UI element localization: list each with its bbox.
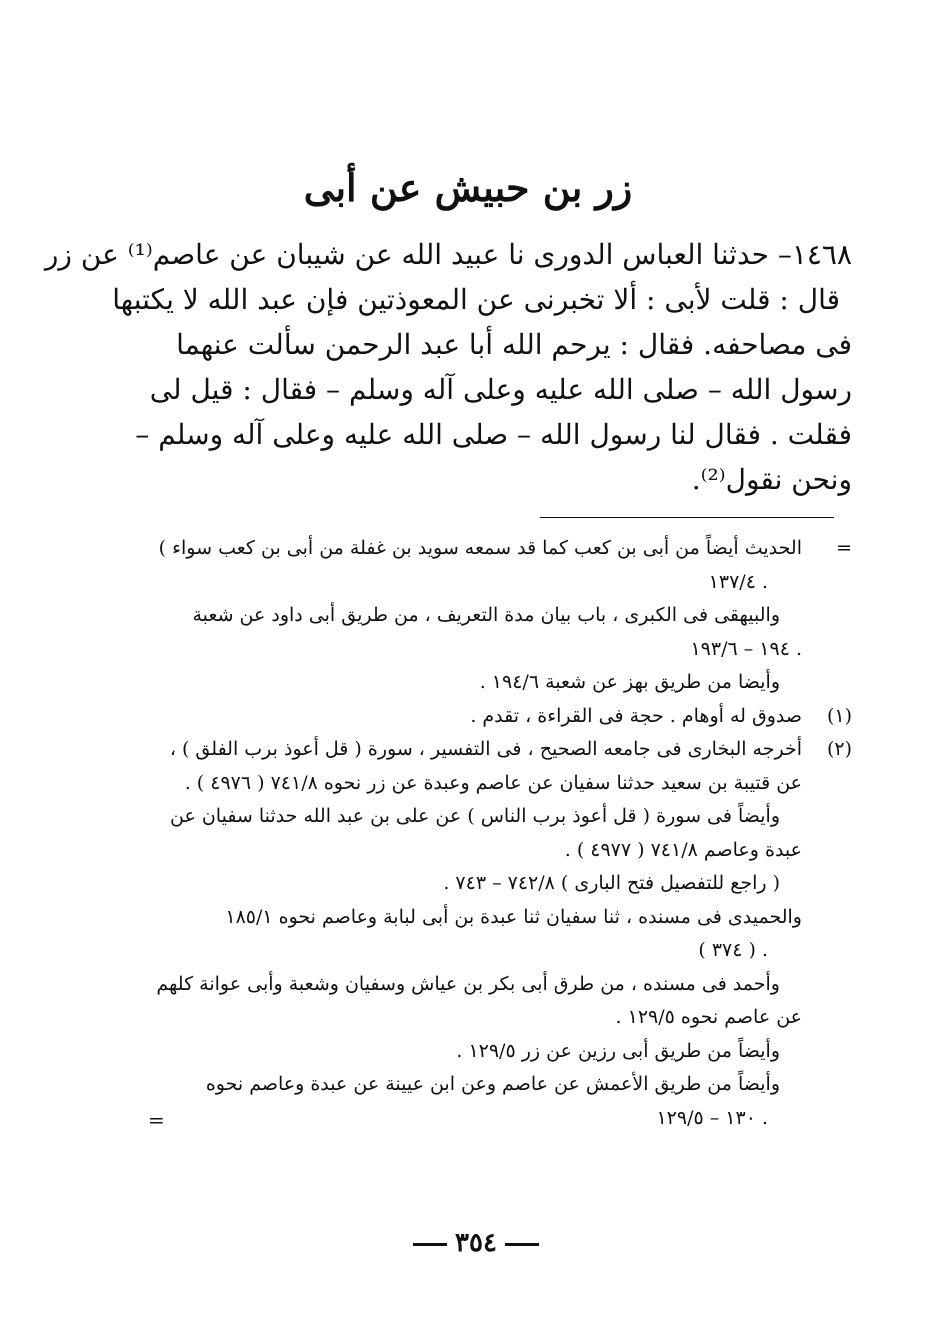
footnote-line: عن عاصم نحوه ١٢٩/٥ . [615,1006,802,1028]
main-text [44,232,852,502]
footnotes [140,532,852,1135]
footnote-continuation [140,532,852,700]
page-number: ٣٥٤ [455,1228,497,1258]
footnote-line: والبيهقى فى الكبرى ، باب بيان مدة التعريف ، من طريق أبى داود عن شعبة [192,604,780,626]
page-title: زر بن حبيش عن أبى [303,165,633,210]
footnote-line: وأيضاً من طريق الأعمش عن عاصم وعن ابن عيينة عن عبدة وعاصم نحوه [205,1073,780,1095]
footnote-line: ( راجع للتفصيل فتح البارى ) ٧٤٢/٨ – ٧٤٣ . [443,872,780,894]
footnote-line: والحميدى فى مسنده ، ثنا سفيان ثنا عبدة بن أبى لبابة وعاصم نحوه ١٨٥/١ [225,905,802,928]
main-line: فقلت . فقال لنا رسول الله – صلى الله عليه وعلى آله وسلم – [135,418,852,451]
footnote-line: وأيضا من طريق بهز عن شعبة ١٩٤/٦ . [479,671,780,693]
main-line: فى مصاحفه. فقال : يرحم الله أبا عبد الرحمن سألت عنهما [176,328,852,361]
footnote-line: صدوق له أوهام . حجة فى القراءة ، تقدم . [470,704,802,727]
footnote-line: الحديث أيضاً من أبى بن كعب كما قد سمعه سويد بن غفلة من أبى بن كعب سواء ) [158,537,802,559]
page-number-dash [413,1243,447,1246]
footnote-line: . ١٣٠ – ١٢٩/٥ [656,1106,768,1129]
footnote-1-marker: (١) [826,704,852,727]
page-number-block [0,1228,952,1258]
footnote-line: وأيضاً فى سورة ( قل أعوذ برب الناس ) عن على بن عبد الله حدثنا سفيان عن [170,805,780,827]
footnote-separator [540,517,834,518]
continuation-marker: = [836,537,852,559]
footnote-line: . ١٩٤ – ١٩٣/٦ [690,637,802,660]
footnote-line: أخرجه البخارى فى جامعه الصحيح ، فى التفسير ، سورة ( قل أعوذ برب الفلق ) ، [169,738,802,760]
main-line: ونحن نقول⁽²⁾. [691,463,852,496]
page-number-dash [505,1243,539,1246]
footnote-line: عن قتيبة بن سعيد حدثنا سفيان عن عاصم وعبدة عن زر نحوه ٧٤١/٨ ( ٤٩٧٦ ) . [184,771,802,794]
footnote-2-marker: (٢) [826,738,852,760]
main-line: ١٤٦٨– حدثنا العباس الدورى نا عبيد الله عن شيبان عن عاصم⁽¹⁾ عن زر [44,238,852,271]
footnote-2 [140,733,852,1135]
next-page-marker: = [148,1107,165,1132]
footnote-line: وأحمد فى مسنده ، من طرق أبى بكر بن عياش وسفيان وشعبة وأبى عوانة كلهم [156,972,780,995]
footnote-1 [140,700,852,734]
footnote-line: . ١٣٧/٤ [708,570,768,593]
footnote-line: عبدة وعاصم ٧٤١/٨ ( ٤٩٧٧ ) . [564,838,802,861]
main-line: رسول الله – صلى الله عليه وعلى آله وسلم – فقال : قيل لى [149,373,852,406]
footnote-line: . ( ٣٧٤ ) [698,939,768,961]
main-line: قال : قلت لأبى : ألا تخبرنى عن المعوذتين فإن عبد الله لا يكتبها [112,283,840,316]
footnote-line: وأيضاً من طريق أبى رزين عن زر ١٢٩/٥ . [456,1039,780,1062]
